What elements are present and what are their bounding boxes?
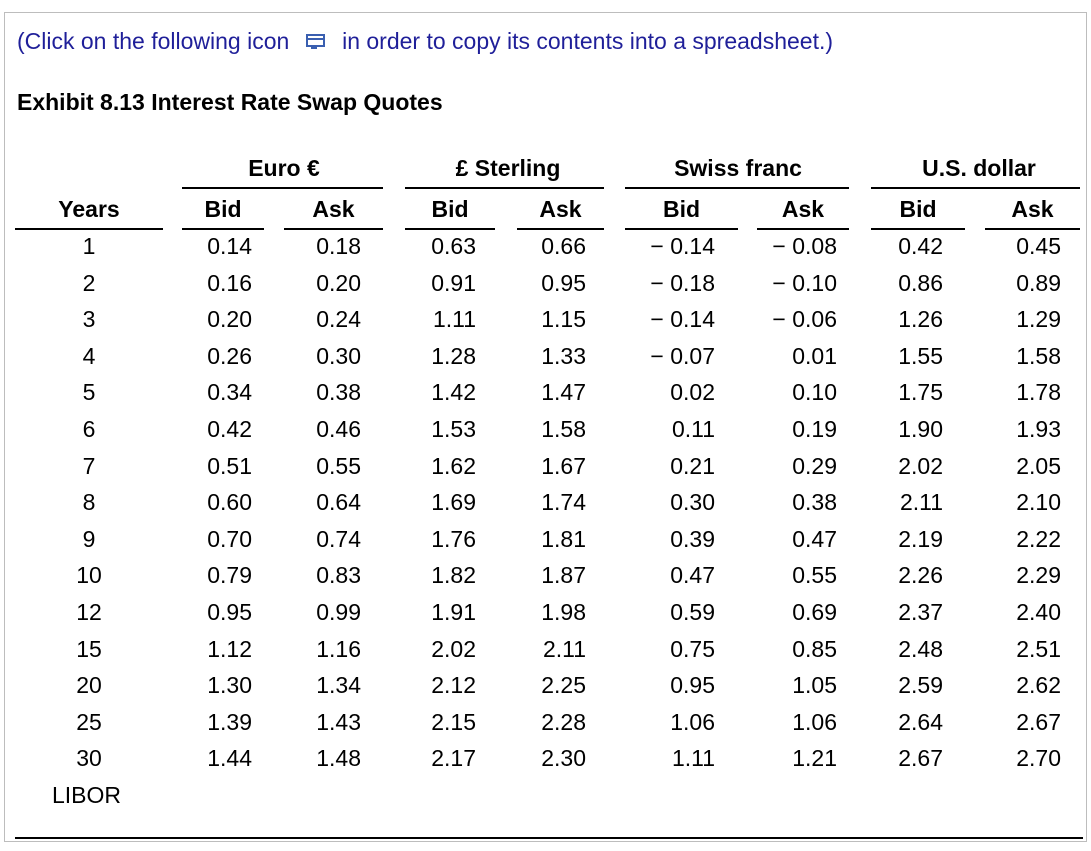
- table-cell: 0.95: [207, 599, 252, 625]
- table-cell: 2.30: [541, 745, 586, 771]
- table-cell: 0.46: [316, 416, 361, 442]
- row-years: 7: [82, 453, 96, 479]
- table-cell: 0.30: [316, 343, 361, 369]
- row-years: 1: [82, 233, 96, 259]
- table-cell: 0.66: [541, 233, 586, 259]
- row-years: 2: [82, 270, 96, 296]
- table-cell: 0.30: [670, 489, 715, 515]
- column-header-rule: [405, 228, 495, 230]
- table-cell: 0.01: [792, 343, 837, 369]
- row-header-rule: [15, 228, 163, 230]
- table-cell: 0.11: [671, 416, 715, 442]
- row-years: 30: [76, 745, 102, 771]
- table-cell: 0.74: [316, 526, 361, 552]
- table-cell: 2.11: [899, 489, 943, 515]
- table-cell: 0.70: [207, 526, 252, 552]
- table-cell: 0.45: [1016, 233, 1061, 259]
- row-years: 25: [76, 709, 102, 735]
- table-cell: 1.44: [207, 745, 252, 771]
- column-header-bid: Bid: [204, 196, 242, 222]
- currency-group-rule: [182, 187, 383, 189]
- column-header-rule: [517, 228, 604, 230]
- table-cell: 2.51: [1016, 636, 1061, 662]
- table-cell: 0.14: [207, 233, 252, 259]
- table-cell: 2.67: [898, 745, 943, 771]
- table-cell: 2.22: [1016, 526, 1061, 552]
- table-cell: 1.28: [431, 343, 476, 369]
- table-cell: 0.38: [792, 489, 837, 515]
- table-cell: 1.47: [541, 379, 586, 405]
- table-cell: 0.51: [207, 453, 252, 479]
- table-cell: 1.34: [316, 672, 361, 698]
- table-cell: 1.48: [316, 745, 361, 771]
- table-cell: 1.33: [541, 343, 586, 369]
- table-cell: 1.78: [1016, 379, 1061, 405]
- table-cell: 1.43: [316, 709, 361, 735]
- table-cell: 1.58: [541, 416, 586, 442]
- table-cell: 0.20: [316, 270, 361, 296]
- row-years: 5: [82, 379, 96, 405]
- table-cell: 0.64: [316, 489, 361, 515]
- table-cell: 0.91: [431, 270, 476, 296]
- table-cell: 2.64: [898, 709, 943, 735]
- table-cell: 1.93: [1016, 416, 1061, 442]
- table-cell: 0.59: [670, 599, 715, 625]
- table-cell: 0.75: [670, 636, 715, 662]
- table-cell: 1.53: [431, 416, 476, 442]
- table-cell: 1.74: [541, 489, 586, 515]
- table-cell: 2.25: [541, 672, 586, 698]
- libor-label: LIBOR: [52, 782, 122, 808]
- table-cell: 1.30: [207, 672, 252, 698]
- table-cell: 1.11: [671, 745, 715, 771]
- table-cell: 2.70: [1016, 745, 1061, 771]
- table-cell: − 0.08: [772, 233, 837, 259]
- table-cell: 1.16: [316, 636, 361, 662]
- table-cell: − 0.10: [772, 270, 837, 296]
- table-cell: 1.06: [792, 709, 837, 735]
- table-cell: 0.47: [792, 526, 837, 552]
- table-cell: 2.19: [898, 526, 943, 552]
- column-header-rule: [625, 228, 738, 230]
- table-cell: 0.63: [431, 233, 476, 259]
- column-header-ask: Ask: [539, 196, 582, 222]
- currency-group-rule: [625, 187, 849, 189]
- column-header-rule: [985, 228, 1080, 230]
- table-cell: 0.86: [898, 270, 943, 296]
- table-cell: 0.85: [792, 636, 837, 662]
- table-cell: 0.69: [792, 599, 837, 625]
- table-cell: − 0.07: [650, 343, 715, 369]
- table-cell: − 0.18: [650, 270, 715, 296]
- table-cell: 0.95: [670, 672, 715, 698]
- row-years: 12: [76, 599, 102, 625]
- currency-group-header: Swiss franc: [674, 155, 802, 181]
- table-cell: 0.10: [792, 379, 837, 405]
- table-cell: 1.42: [431, 379, 476, 405]
- column-header-rule: [284, 228, 383, 230]
- row-years: 20: [76, 672, 102, 698]
- copy-instruction: [17, 28, 833, 55]
- table-cell: 0.42: [207, 416, 252, 442]
- table-cell: 0.38: [316, 379, 361, 405]
- table-cell: 1.98: [541, 599, 586, 625]
- table-cell: 1.67: [541, 453, 586, 479]
- table-cell: 0.89: [1016, 270, 1061, 296]
- table-cell: 0.60: [207, 489, 252, 515]
- table-cell: 2.62: [1016, 672, 1061, 698]
- table-cell: 0.83: [316, 562, 361, 588]
- currency-group-header: £ Sterling: [455, 155, 561, 181]
- row-years: 8: [82, 489, 96, 515]
- column-header-bid: Bid: [431, 196, 469, 222]
- currency-group-rule: [405, 187, 604, 189]
- table-cell: 0.47: [670, 562, 715, 588]
- table-cell: 0.55: [316, 453, 361, 479]
- table-cell: 2.02: [898, 453, 943, 479]
- table-cell: 0.95: [541, 270, 586, 296]
- currency-group-header: Euro €: [248, 155, 320, 181]
- currency-group-header: U.S. dollar: [922, 155, 1036, 181]
- exhibit-title: Exhibit 8.13 Interest Rate Swap Quotes: [17, 89, 443, 115]
- table-cell: 2.15: [431, 709, 476, 735]
- table-cell: 1.55: [898, 343, 943, 369]
- table-cell: 0.42: [898, 233, 943, 259]
- column-header-bid: Bid: [899, 196, 937, 222]
- table-cell: 1.11: [432, 306, 476, 332]
- table-cell: 0.19: [792, 416, 837, 442]
- table-cell: 1.90: [898, 416, 943, 442]
- table-cell: 1.81: [541, 526, 586, 552]
- table-cell: 0.24: [316, 306, 361, 332]
- table-cell: − 0.14: [650, 306, 715, 332]
- row-years: 4: [82, 343, 96, 369]
- table-cell: 0.79: [207, 562, 252, 588]
- table-cell: 0.29: [792, 453, 837, 479]
- row-years: 15: [76, 636, 102, 662]
- table-cell: 0.02: [670, 379, 715, 405]
- table-cell: 1.75: [898, 379, 943, 405]
- copy-instruction-before: (Click on the following icon: [17, 28, 290, 54]
- table-cell: 2.26: [898, 562, 943, 588]
- row-years: 9: [82, 526, 96, 552]
- column-header-bid: Bid: [662, 196, 701, 222]
- column-header-rule: [182, 228, 264, 230]
- row-header-years: Years: [58, 196, 120, 222]
- table-cell: 2.59: [898, 672, 943, 698]
- table-cell: 0.34: [207, 379, 252, 405]
- row-years: 10: [76, 562, 102, 588]
- row-years: 3: [82, 306, 96, 332]
- table-cell: 1.76: [431, 526, 476, 552]
- table-cell: − 0.06: [772, 306, 837, 332]
- table-cell: 0.55: [792, 562, 837, 588]
- column-header-ask: Ask: [312, 196, 355, 222]
- table-cell: 2.05: [1016, 453, 1061, 479]
- table-cell: 2.40: [1016, 599, 1061, 625]
- table-cell: 0.20: [207, 306, 252, 332]
- table-cell: 0.21: [670, 453, 715, 479]
- table-cell: 0.16: [207, 270, 252, 296]
- table-cell: 1.82: [431, 562, 476, 588]
- table-cell: 2.37: [898, 599, 943, 625]
- table-cell: 1.06: [670, 709, 715, 735]
- column-header-ask: Ask: [1011, 196, 1054, 222]
- table-cell: 1.39: [207, 709, 252, 735]
- table-cell: 0.18: [316, 233, 361, 259]
- table-cell: 2.17: [431, 745, 476, 771]
- copy-to-spreadsheet-icon[interactable]: [296, 30, 336, 52]
- table-cell: 2.67: [1016, 709, 1061, 735]
- table-cell: 1.62: [431, 453, 476, 479]
- table-cell: 0.26: [207, 343, 252, 369]
- table-cell: 1.58: [1016, 343, 1061, 369]
- table-cell: 2.48: [898, 636, 943, 662]
- row-years: 6: [82, 416, 96, 442]
- table-cell: 2.29: [1016, 562, 1061, 588]
- currency-group-rule: [871, 187, 1080, 189]
- table-cell: 2.11: [542, 636, 586, 662]
- table-cell: 1.12: [207, 636, 252, 662]
- table-cell: 1.15: [541, 306, 586, 332]
- table-cell: 1.21: [792, 745, 837, 771]
- table-cell: 1.87: [541, 562, 586, 588]
- table-cell: 2.12: [431, 672, 476, 698]
- bottom-divider: [15, 837, 1083, 839]
- copy-instruction-after: in order to copy its contents into a spreadsheet.): [342, 28, 834, 54]
- table-cell: 1.26: [898, 306, 943, 332]
- column-header-rule: [757, 228, 849, 230]
- table-cell: 1.29: [1016, 306, 1061, 332]
- table-cell: − 0.14: [650, 233, 715, 259]
- table-cell: 1.69: [431, 489, 476, 515]
- table-cell: 2.28: [541, 709, 586, 735]
- column-header-ask: Ask: [781, 196, 825, 222]
- table-cell: 2.02: [431, 636, 476, 662]
- table-cell: 1.91: [431, 599, 476, 625]
- column-header-rule: [871, 228, 965, 230]
- table-cell: 0.99: [316, 599, 361, 625]
- table-cell: 2.10: [1016, 489, 1061, 515]
- table-cell: 0.39: [670, 526, 715, 552]
- table-cell: 1.05: [792, 672, 837, 698]
